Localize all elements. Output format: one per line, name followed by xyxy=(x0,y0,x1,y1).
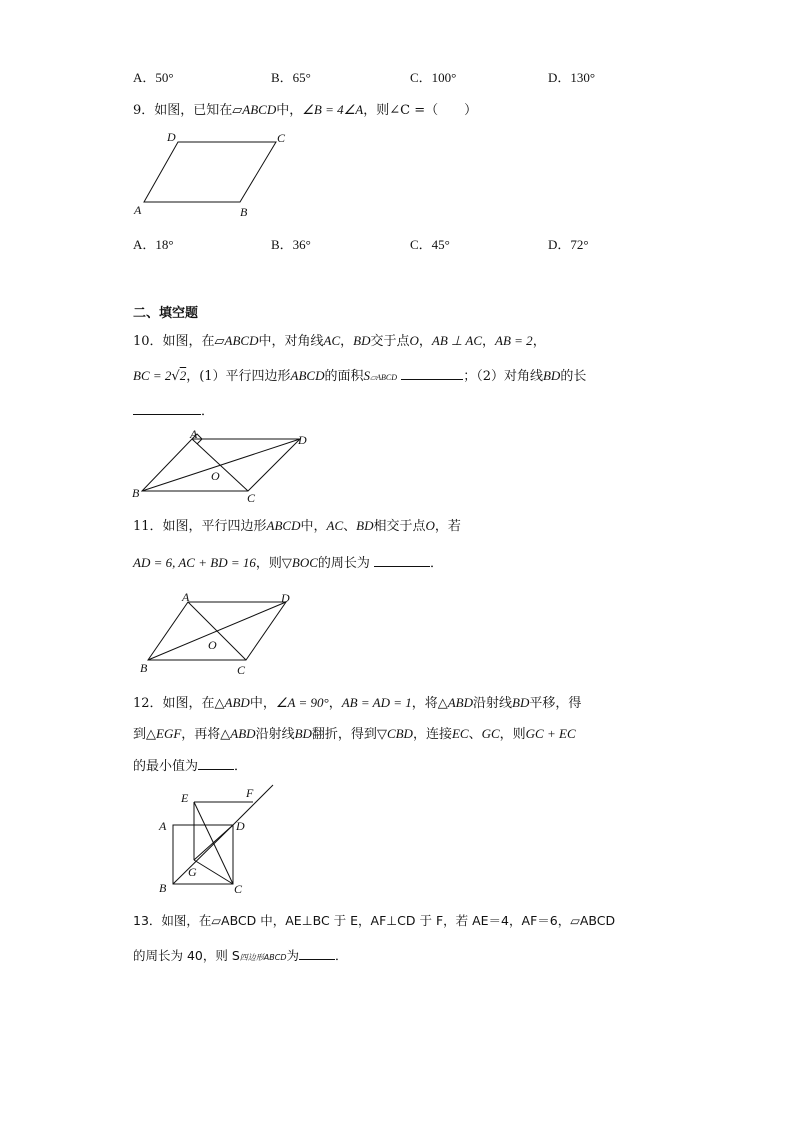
q9-prefix: 9．如图，已知在 xyxy=(133,103,233,118)
q12-bd2: BD xyxy=(294,726,312,741)
q12-text-m: 的最小值为 xyxy=(133,759,199,774)
q10-label-a: A xyxy=(190,427,198,441)
sqrt-symbol: √ xyxy=(171,369,180,384)
q10-blank-2[interactable] xyxy=(133,402,201,415)
q13-text-a: 的周长为 40，则 S xyxy=(133,948,240,963)
q12-text-h: ，再将△ xyxy=(181,727,231,742)
q11-text-b: 中， xyxy=(300,519,327,534)
q11-label-o: O xyxy=(208,638,217,652)
q11-blank[interactable] xyxy=(374,554,430,567)
q11-text-e: ，则 xyxy=(255,556,282,571)
section-title: 二、填空题 xyxy=(133,306,199,321)
q13-line2 xyxy=(133,946,348,964)
q11-label-c: C xyxy=(237,663,246,677)
q8-option-a: A．50° xyxy=(133,70,174,85)
q13-blank[interactable] xyxy=(299,947,335,960)
q10-comma2: ， xyxy=(418,334,432,349)
q11-triangle: BOC xyxy=(291,555,318,570)
q12-figure xyxy=(155,780,280,898)
q11-label-b: B xyxy=(140,661,148,675)
q8-option-b: B．65° xyxy=(271,70,311,85)
q12-text-d: ，将△ xyxy=(411,696,448,711)
q11-text-c: 相交于点 xyxy=(373,519,426,534)
parallelogram-symbol: ▱ xyxy=(232,103,243,118)
q12-label-a: A xyxy=(159,819,167,833)
q12-label-e: E xyxy=(181,791,189,805)
q12-line2 xyxy=(133,723,576,742)
q8-option-d: D．130° xyxy=(548,70,596,85)
q10-end: ． xyxy=(201,404,215,419)
q12-eq: AB = AD = 1 xyxy=(341,695,412,710)
q11-end: ． xyxy=(430,556,444,571)
q10-label-b: B xyxy=(132,486,140,500)
q12-sum: GC + EC xyxy=(525,726,576,741)
q12-blank[interactable] xyxy=(198,757,234,770)
q11-ac: AC xyxy=(326,518,344,533)
q12-text-l: ，则 xyxy=(499,727,526,742)
q12-text-f: 平移，得 xyxy=(529,696,582,711)
q10-shape2: ABCD xyxy=(290,368,325,383)
q11-text-f: 的周长为 xyxy=(317,556,370,571)
q10-text-c: 中，对角线 xyxy=(258,334,324,349)
q12-cbd: CBD xyxy=(386,726,413,741)
q10-diagonal-bd xyxy=(142,439,300,491)
q12-text-k: ，连接 xyxy=(412,727,452,742)
q9-tail: ，则∠C =（ ） xyxy=(363,103,478,118)
q12-abd3: ABD xyxy=(230,726,256,741)
q10-line3 xyxy=(133,400,214,419)
parallelogram-symbol: ▱ xyxy=(214,334,225,349)
q12-text-e: 沿射线 xyxy=(473,696,513,711)
q12-abd: ABD xyxy=(224,695,250,710)
triangle-symbol: ▽ xyxy=(281,556,292,571)
q11-text-d: ，若 xyxy=(434,519,461,534)
q12-ec: EC xyxy=(451,726,469,741)
q11-o: O xyxy=(425,518,435,533)
q10-shape: ABCD xyxy=(224,333,259,348)
q13-end: ． xyxy=(335,948,348,963)
q10-blank-1[interactable] xyxy=(401,367,463,380)
q12-diagonal-bd xyxy=(173,825,233,884)
q13-text-b: 为 xyxy=(286,948,300,963)
q10-bc-radicand: 2 xyxy=(179,368,187,383)
q12-end: ． xyxy=(234,759,248,774)
q12-label-c: C xyxy=(234,882,243,896)
q10-o: O xyxy=(409,333,419,348)
q12-line1 xyxy=(133,692,581,711)
q9-label-b: B xyxy=(240,205,248,219)
q13-subscript: 四边形ABCD xyxy=(239,953,287,962)
q10-label-o: O xyxy=(211,469,220,483)
q11-line2 xyxy=(133,552,443,571)
q11-text-a: 11．如图，平行四边形 xyxy=(133,519,267,534)
q9-condition: ∠B = 4∠A xyxy=(302,102,364,117)
q12-sep: 、 xyxy=(468,727,482,742)
q9-shape: ABCD xyxy=(242,102,277,117)
q10-s: S xyxy=(363,368,370,383)
q11-shape: ABCD xyxy=(266,518,301,533)
q10-bd2: BD xyxy=(542,368,561,383)
q9-option-c: C．45° xyxy=(410,237,450,252)
q10-text-a: 10．如图，在 xyxy=(133,334,215,349)
q10-line1 xyxy=(133,330,546,349)
q12-label-g: G xyxy=(188,865,197,879)
q8-option-c: C．100° xyxy=(410,70,457,85)
q11-label-a: A xyxy=(182,590,190,604)
q13-line1: 13．如图，在▱ABCD 中，AE⊥BC 于 E，AF⊥CD 于 F，若 AE＝4，AF＝6，▱ABCD xyxy=(133,913,616,928)
q12-comma: ， xyxy=(328,696,342,711)
q9-option-b: B．36° xyxy=(271,237,311,252)
q11-sep: 、 xyxy=(343,519,357,534)
q10-area-text: 的面积 xyxy=(324,369,364,384)
q10-comma4: ， xyxy=(532,334,546,349)
q12-label-d: D xyxy=(236,819,245,833)
q10-part1: ，(1）平行四边形 xyxy=(186,369,291,384)
q12-text-b: 中， xyxy=(249,696,276,711)
q12-gc: GC xyxy=(481,726,500,741)
q11-condition: AD = 6, AC + BD = 16 xyxy=(133,555,256,570)
q11-diagonal-bd xyxy=(148,602,286,660)
q10-perp: AB ⊥ AC xyxy=(431,333,483,348)
q12-text-i: 沿射线 xyxy=(255,727,295,742)
q9-label-d: D xyxy=(167,130,176,144)
q12-line3 xyxy=(133,755,247,774)
q10-text-d: 交于点 xyxy=(370,334,410,349)
q10-comma3: ， xyxy=(482,334,496,349)
q11-figure xyxy=(136,590,306,680)
q10-label-d: D xyxy=(298,433,307,447)
q12-label-b: B xyxy=(159,881,167,895)
q12-text-g: 到△ xyxy=(133,727,156,742)
q10-line2 xyxy=(133,365,586,384)
q10-comma: ， xyxy=(340,334,354,349)
q9-option-a: A．18° xyxy=(133,237,174,252)
q12-text-a: 12．如图，在△ xyxy=(133,696,225,711)
q12-bd: BD xyxy=(512,695,530,710)
q11-label-d: D xyxy=(281,591,290,605)
q10-part2: ；（2）对角线 xyxy=(463,369,543,384)
q12-label-f: F xyxy=(246,786,254,800)
q10-ac: AC xyxy=(323,333,341,348)
q9-mid: 中， xyxy=(276,103,303,118)
q11-bd: BD xyxy=(356,518,374,533)
q10-bc: BC = 2 xyxy=(133,368,172,383)
q12-egf: EGF xyxy=(156,726,182,741)
q10-figure xyxy=(128,425,318,505)
q10-s-sub: ▱ABCD xyxy=(370,373,398,382)
q9-stem xyxy=(133,99,477,118)
q12-segment-gd xyxy=(194,825,233,860)
q10-length-text: 的长 xyxy=(560,369,587,384)
q9-figure xyxy=(130,128,310,223)
q10-ab: AB = 2 xyxy=(495,333,533,348)
q9-label-a: A xyxy=(134,203,142,217)
q9-parallelogram xyxy=(144,142,276,202)
q12-abd2: ABD xyxy=(447,695,474,710)
q11-line1 xyxy=(133,515,461,534)
q10-bd: BD xyxy=(353,333,371,348)
triangle-symbol: ▽ xyxy=(376,727,387,742)
q12-angle: ∠A = 90° xyxy=(275,695,329,710)
q9-label-c: C xyxy=(277,131,286,145)
q12-text-j: 翻折，得到 xyxy=(311,727,377,742)
q10-label-c: C xyxy=(247,491,256,505)
q9-option-d: D．72° xyxy=(548,237,589,252)
